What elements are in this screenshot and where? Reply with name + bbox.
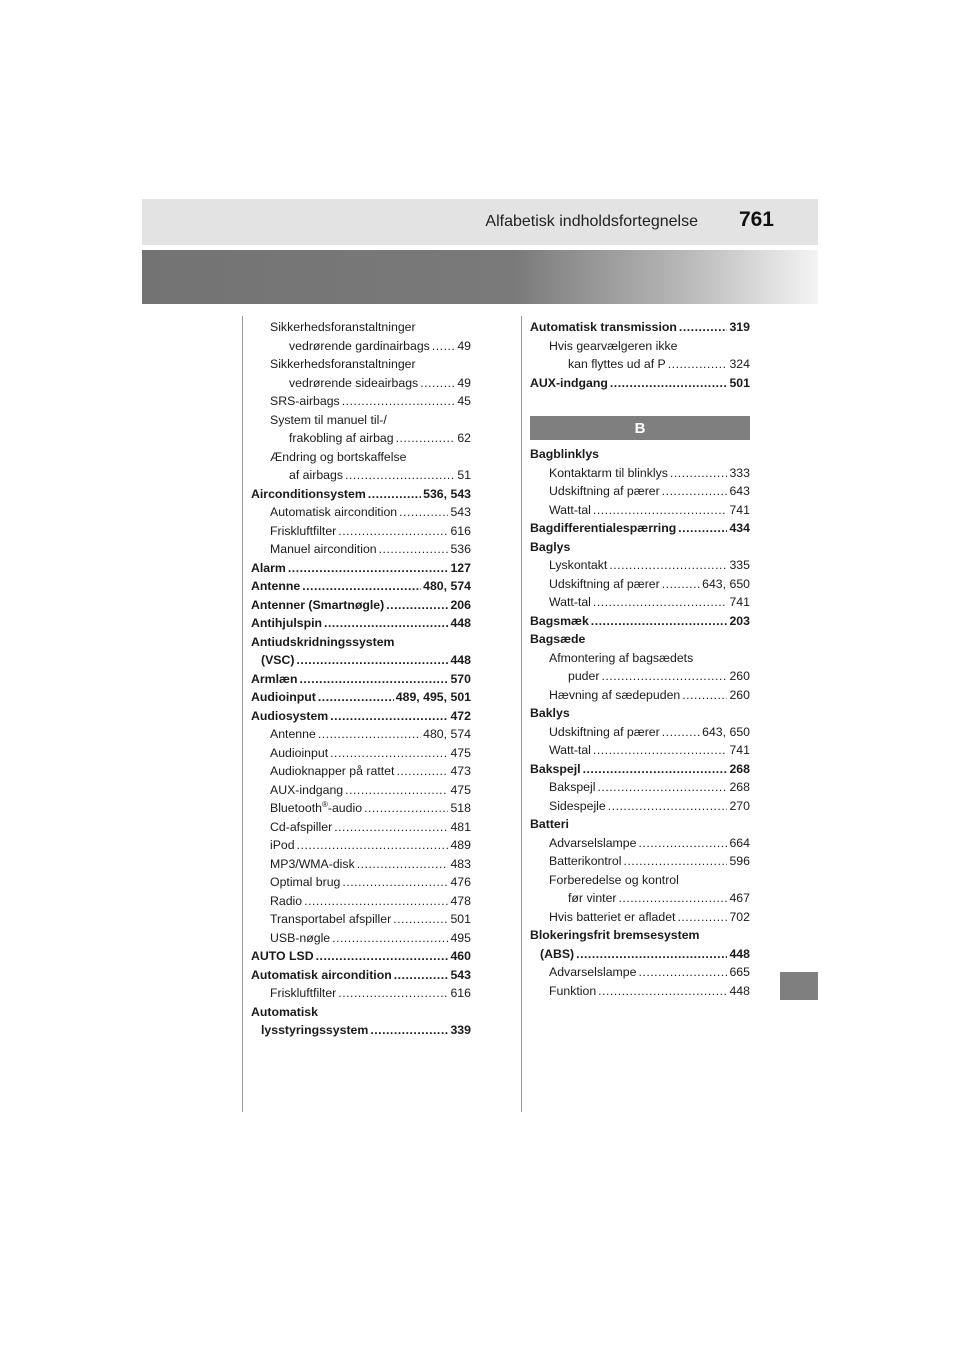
index-entry-page: 741	[729, 502, 750, 517]
decorative-band	[142, 250, 818, 304]
index-entry	[251, 577, 471, 596]
index-entry-page: 45	[457, 394, 471, 408]
section-letter-bar	[530, 416, 750, 440]
index-section-a-continued	[530, 318, 750, 392]
index-entry-term: Udskiftning af pærer	[549, 576, 660, 591]
index-entry-page: 339	[450, 1023, 471, 1037]
dot-leader	[609, 556, 727, 575]
dot-leader	[316, 947, 449, 966]
dot-leader	[619, 889, 728, 908]
dot-leader	[297, 836, 449, 855]
index-entry-term: Sikkerhedsforanstaltninger	[270, 320, 416, 334]
index-entry-term: Batteri	[530, 817, 569, 831]
dot-leader	[679, 318, 728, 337]
index-entry-page: 665	[729, 965, 750, 979]
dot-leader	[610, 374, 728, 393]
dot-leader	[399, 503, 448, 522]
index-entry	[251, 670, 471, 689]
index-entry	[530, 337, 750, 356]
index-entry-page: 206	[450, 597, 471, 612]
dot-leader	[368, 485, 421, 504]
dot-leader	[318, 725, 421, 744]
index-entry-term: USB-nøgle	[270, 930, 331, 945]
index-entry-term: Cd-afspiller	[270, 819, 333, 834]
index-entry-term: Afmontering af bagsædets	[549, 650, 694, 665]
dot-leader	[662, 575, 700, 594]
index-entry	[251, 540, 471, 559]
index-entry	[530, 686, 750, 705]
index-entry	[530, 834, 750, 853]
index-entry	[251, 374, 471, 393]
index-entry	[251, 614, 471, 633]
dot-leader	[662, 482, 728, 501]
index-entry	[530, 815, 750, 834]
index-entry-page: 268	[729, 780, 750, 794]
index-entry	[251, 355, 471, 374]
dot-leader	[591, 612, 728, 631]
index-entry	[530, 519, 750, 538]
index-entry	[530, 593, 750, 612]
index-entry-term: puder	[568, 669, 600, 683]
index-entry	[530, 797, 750, 816]
index-entry-term: Baglys	[530, 539, 571, 554]
index-entry-page: 664	[729, 835, 750, 850]
dot-leader	[296, 651, 448, 670]
index-entry-page: 616	[450, 986, 471, 1000]
dot-leader	[330, 744, 448, 763]
index-entry-term: MP3/WMA-disk	[270, 856, 355, 871]
dot-leader	[299, 670, 448, 689]
dot-leader	[332, 929, 448, 948]
index-entry-term: Antihjulspin	[251, 616, 323, 630]
index-entry	[530, 501, 750, 520]
index-entry-page: 127	[450, 560, 471, 575]
index-entry-term: Funktion	[549, 983, 597, 998]
index-entry-term: Optimal brug	[270, 875, 341, 889]
index-entry	[530, 926, 750, 945]
index-entry-term: Armlæn	[251, 671, 298, 686]
section-letter: B	[634, 419, 646, 437]
index-entry-page: 518	[450, 801, 471, 815]
index-entry	[530, 945, 750, 964]
index-entry-term: System til manuel til-/	[270, 412, 387, 427]
index-entry	[251, 688, 471, 707]
index-entry-page: 483	[450, 856, 471, 871]
index-entry	[530, 630, 750, 649]
dot-leader	[601, 667, 727, 686]
index-entry-term: Ændring og bortskaffelse	[270, 449, 407, 464]
index-entry	[251, 725, 471, 744]
index-entry-page: 570	[450, 671, 471, 686]
index-entry	[251, 966, 471, 985]
dot-leader	[345, 781, 448, 800]
index-entry	[251, 892, 471, 911]
index-entry	[251, 818, 471, 837]
index-entry	[251, 429, 471, 448]
index-entry-term: Antenner (Smartnøgle)	[251, 597, 385, 612]
index-entry	[251, 873, 471, 892]
index-entry-term: før vinter	[568, 891, 617, 905]
index-entry	[530, 852, 750, 871]
index-entry-page: 480, 574	[423, 579, 471, 593]
index-entry-term: Antenne	[251, 579, 301, 593]
index-entry	[530, 889, 750, 908]
dot-leader	[593, 741, 728, 760]
index-entry-page: 702	[729, 909, 750, 924]
index-entry	[530, 374, 750, 393]
index-entry-term: Hvis batteriet er afladet	[549, 909, 676, 924]
index-entry-term: Automatisk aircondition	[251, 967, 392, 982]
index-entry-term: Airconditionsystem	[251, 486, 366, 501]
index-entry-term: Advarselslampe	[549, 965, 637, 979]
index-entry	[251, 596, 471, 615]
dot-leader	[330, 707, 448, 726]
index-entry-page: 489	[450, 838, 471, 852]
index-entry-page: 475	[450, 782, 471, 797]
index-entry-page: 495	[450, 930, 471, 945]
index-entry-term: Transportabel afspiller	[270, 912, 392, 926]
index-entry	[251, 947, 471, 966]
index-entry-page: 448	[729, 946, 750, 961]
dot-leader	[324, 614, 448, 633]
dot-leader	[338, 984, 448, 1003]
page-header	[142, 199, 818, 245]
dot-leader	[318, 688, 394, 707]
index-entry-term: vedrørende gardinairbags	[289, 338, 430, 353]
index-entry	[251, 392, 471, 411]
index-entry-term: af airbags	[289, 468, 344, 482]
index-entry-term: Antiudskridningssystem	[251, 634, 395, 649]
index-entry-term: AUTO LSD	[251, 949, 314, 963]
index-entry	[251, 411, 471, 430]
index-entry	[530, 667, 750, 686]
dot-leader	[364, 799, 448, 818]
index-entry-page: 643, 650	[702, 724, 750, 739]
dot-leader	[334, 818, 448, 837]
index-entry	[530, 482, 750, 501]
dot-leader	[394, 966, 449, 985]
index-entry-term: Audiosystem	[251, 708, 329, 723]
dot-leader	[638, 963, 727, 982]
index-entry-page: 448	[450, 653, 471, 667]
index-section-b	[530, 445, 750, 1000]
index-entry-page: 333	[729, 465, 750, 480]
index-entry-page: 501	[729, 375, 750, 390]
index-entry	[251, 984, 471, 1003]
index-entry	[251, 910, 471, 929]
dot-leader	[432, 337, 455, 356]
index-entry-term: (VSC)	[261, 653, 295, 667]
index-entry	[530, 649, 750, 668]
index-entry-page: 480, 574	[423, 727, 471, 741]
dot-leader	[678, 519, 727, 538]
index-entry	[251, 485, 471, 504]
dot-leader	[338, 522, 448, 541]
index-entry-term: Watt-tal	[549, 743, 591, 757]
index-entry-term: lysstyringssystem	[261, 1023, 369, 1037]
index-entry-term: Hvis gearvælgeren ikke	[549, 338, 678, 353]
index-entry	[251, 559, 471, 578]
index-entry-page: 319	[729, 320, 750, 334]
index-entry-page: 616	[450, 523, 471, 538]
index-entry-term: AUX-indgang	[530, 375, 608, 390]
index-entry	[251, 836, 471, 855]
index-entry-term: iPod	[270, 838, 295, 852]
index-entry-page: 543	[450, 505, 471, 519]
index-entry	[530, 982, 750, 1001]
index-entry-page: 478	[450, 893, 471, 908]
index-entry-page: 324	[729, 357, 750, 371]
chapter-side-tab	[780, 972, 818, 1000]
index-entry	[530, 575, 750, 594]
dot-leader	[396, 762, 448, 781]
index-entry-page: 434	[729, 521, 750, 535]
index-entry-page: 643, 650	[702, 576, 750, 591]
index-column-left	[251, 318, 471, 1040]
index-entry-term: Blokeringsfrit bremsesystem	[530, 928, 700, 942]
index-entry-term: Kontaktarm til blinklys	[549, 465, 668, 480]
index-entry-term: Baklys	[530, 706, 570, 720]
dot-leader	[593, 501, 728, 520]
dot-leader	[345, 466, 455, 485]
index-entry	[251, 929, 471, 948]
index-entry-page: 473	[450, 764, 471, 778]
index-entry	[530, 612, 750, 631]
index-entry	[251, 503, 471, 522]
index-entry	[530, 445, 750, 464]
dot-leader	[583, 760, 728, 779]
index-entry-page: 448	[729, 983, 750, 998]
index-entry-term: Bagsæde	[530, 632, 586, 646]
dot-leader	[598, 982, 727, 1001]
index-entry-term: Bagdifferentialespærring	[530, 521, 677, 535]
dot-leader	[608, 797, 728, 816]
index-entry-term: Antenne	[270, 727, 316, 741]
dot-leader	[677, 908, 727, 927]
index-entry	[251, 318, 471, 337]
header-title: Alfabetisk indholdsfortegnelse	[485, 213, 698, 230]
index-entry-page: 49	[457, 338, 471, 353]
dot-leader	[386, 596, 448, 615]
index-entry	[251, 762, 471, 781]
index-entry-page: 475	[450, 745, 471, 760]
index-entry	[251, 799, 471, 818]
index-entry-term: Bakspejl	[549, 780, 596, 794]
index-entry-page: 741	[729, 743, 750, 757]
index-entry-page: 536, 543	[423, 486, 471, 501]
index-entry-term: Friskluftfilter	[270, 523, 337, 538]
index-entry	[251, 707, 471, 726]
dot-leader	[576, 945, 727, 964]
dot-leader	[393, 910, 448, 929]
index-entry-page: 460	[450, 949, 471, 963]
index-entry-term: Advarselslampe	[549, 835, 637, 850]
index-entry-term: Automatisk transmission	[530, 320, 677, 334]
index-entry	[530, 556, 750, 575]
index-entry	[530, 871, 750, 890]
index-entry-term: Bagblinklys	[530, 447, 600, 461]
index-entry-page: 543	[450, 967, 471, 982]
index-entry-term: Bagsmæk	[530, 613, 589, 628]
index-entry-term: Manuel aircondition	[270, 542, 377, 556]
index-entry-term: vedrørende sideairbags	[289, 375, 419, 390]
index-entry	[251, 651, 471, 670]
index-entry	[530, 963, 750, 982]
index-entry-term: Hævning af sædepuden	[549, 687, 681, 702]
index-entry-page: 49	[457, 375, 471, 390]
index-entry-page: 260	[729, 669, 750, 683]
index-entry-page: 270	[729, 798, 750, 813]
dot-leader	[370, 1021, 448, 1040]
dot-leader	[379, 540, 449, 559]
index-entry-term: Audioinput	[251, 690, 316, 704]
dot-leader	[668, 355, 728, 374]
index-entry-term: Lyskontakt	[549, 558, 608, 572]
index-entry-term: AUX-indgang	[270, 782, 344, 797]
index-entry-term: Forberedelse og kontrol	[549, 872, 679, 887]
index-entry	[530, 538, 750, 557]
index-entry-term: (ABS)	[540, 946, 575, 961]
index-entry	[251, 522, 471, 541]
dot-leader	[638, 834, 727, 853]
column-divider-left	[242, 316, 243, 1112]
index-entry-term: Batterikontrol	[549, 854, 622, 868]
index-entry-page: 476	[450, 875, 471, 889]
index-entry	[251, 448, 471, 467]
dot-leader	[623, 852, 727, 871]
index-entry-term: Audioknapper på rattet	[270, 764, 395, 778]
index-entry	[530, 723, 750, 742]
index-entry-term: Sikkerhedsforanstaltninger	[270, 357, 416, 371]
index-entry-term: SRS-airbags	[270, 394, 340, 408]
index-entry	[251, 855, 471, 874]
dot-leader	[662, 723, 700, 742]
page-number: 761	[738, 208, 774, 231]
index-entry-page: 536	[450, 542, 471, 556]
index-entry	[251, 1021, 471, 1040]
index-entry-page: 268	[729, 761, 750, 776]
index-entry-page: 51	[457, 468, 471, 482]
index-entry	[530, 355, 750, 374]
index-entry	[251, 1003, 471, 1022]
index-entry-term: Automatisk aircondition	[270, 505, 398, 519]
index-entry	[530, 704, 750, 723]
index-entry-term: Udskiftning af pærer	[549, 484, 660, 498]
dot-leader	[682, 686, 727, 705]
dot-leader	[302, 577, 421, 596]
index-entry	[530, 318, 750, 337]
index-entry-page: 62	[457, 431, 471, 445]
dot-leader	[597, 778, 727, 797]
dot-leader	[670, 464, 728, 483]
column-divider-right	[521, 316, 522, 1112]
index-entry-term: Udskiftning af pærer	[549, 724, 660, 739]
dot-leader	[288, 559, 449, 578]
dot-leader	[342, 873, 448, 892]
index-entry	[530, 741, 750, 760]
index-entry-page: 335	[729, 558, 750, 572]
index-entry-page: 489, 495, 501	[395, 690, 471, 704]
index-entry-page: 472	[450, 708, 471, 723]
dot-leader	[593, 593, 728, 612]
dot-leader	[304, 892, 448, 911]
index-entry	[530, 464, 750, 483]
index-entry-term: Bluetooth®-audio	[270, 799, 363, 815]
index-entry	[251, 744, 471, 763]
dot-leader	[342, 392, 456, 411]
index-entry-page: 596	[729, 854, 750, 868]
index-entry	[530, 760, 750, 779]
index-entry	[530, 778, 750, 797]
dot-leader	[357, 855, 449, 874]
dot-leader	[420, 374, 455, 393]
index-entry-term: Sidespejle	[549, 798, 606, 813]
index-entry-term: Automatisk	[251, 1004, 318, 1019]
index-entry-page: 467	[729, 891, 750, 905]
index-entry-term: Radio	[270, 893, 303, 908]
index-entry	[251, 337, 471, 356]
dot-leader	[396, 429, 456, 448]
index-entry-page: 203	[729, 613, 750, 628]
index-entry	[251, 466, 471, 485]
index-entry-page: 741	[729, 595, 750, 609]
index-column-right	[530, 318, 750, 1000]
index-entry-page: 481	[450, 819, 471, 834]
index-entry-term: kan flyttes ud af P	[568, 357, 666, 371]
index-entry-term: Friskluftfilter	[270, 986, 337, 1000]
index-entry-page: 448	[450, 616, 471, 630]
index-entry-term: Watt-tal	[549, 595, 591, 609]
index-entry	[530, 908, 750, 927]
index-entry-page: 501	[450, 912, 471, 926]
index-entry-page: 260	[729, 687, 750, 702]
index-entry-term: Watt-tal	[549, 502, 591, 517]
index-entry-page: 643	[729, 484, 750, 498]
index-entry-term: Audioinput	[270, 745, 329, 760]
index-entry	[251, 781, 471, 800]
index-entry	[251, 633, 471, 652]
index-entry-term: frakobling af airbag	[289, 431, 394, 445]
index-entry-term: Alarm	[251, 560, 286, 575]
index-entry-term: Bakspejl	[530, 761, 581, 776]
